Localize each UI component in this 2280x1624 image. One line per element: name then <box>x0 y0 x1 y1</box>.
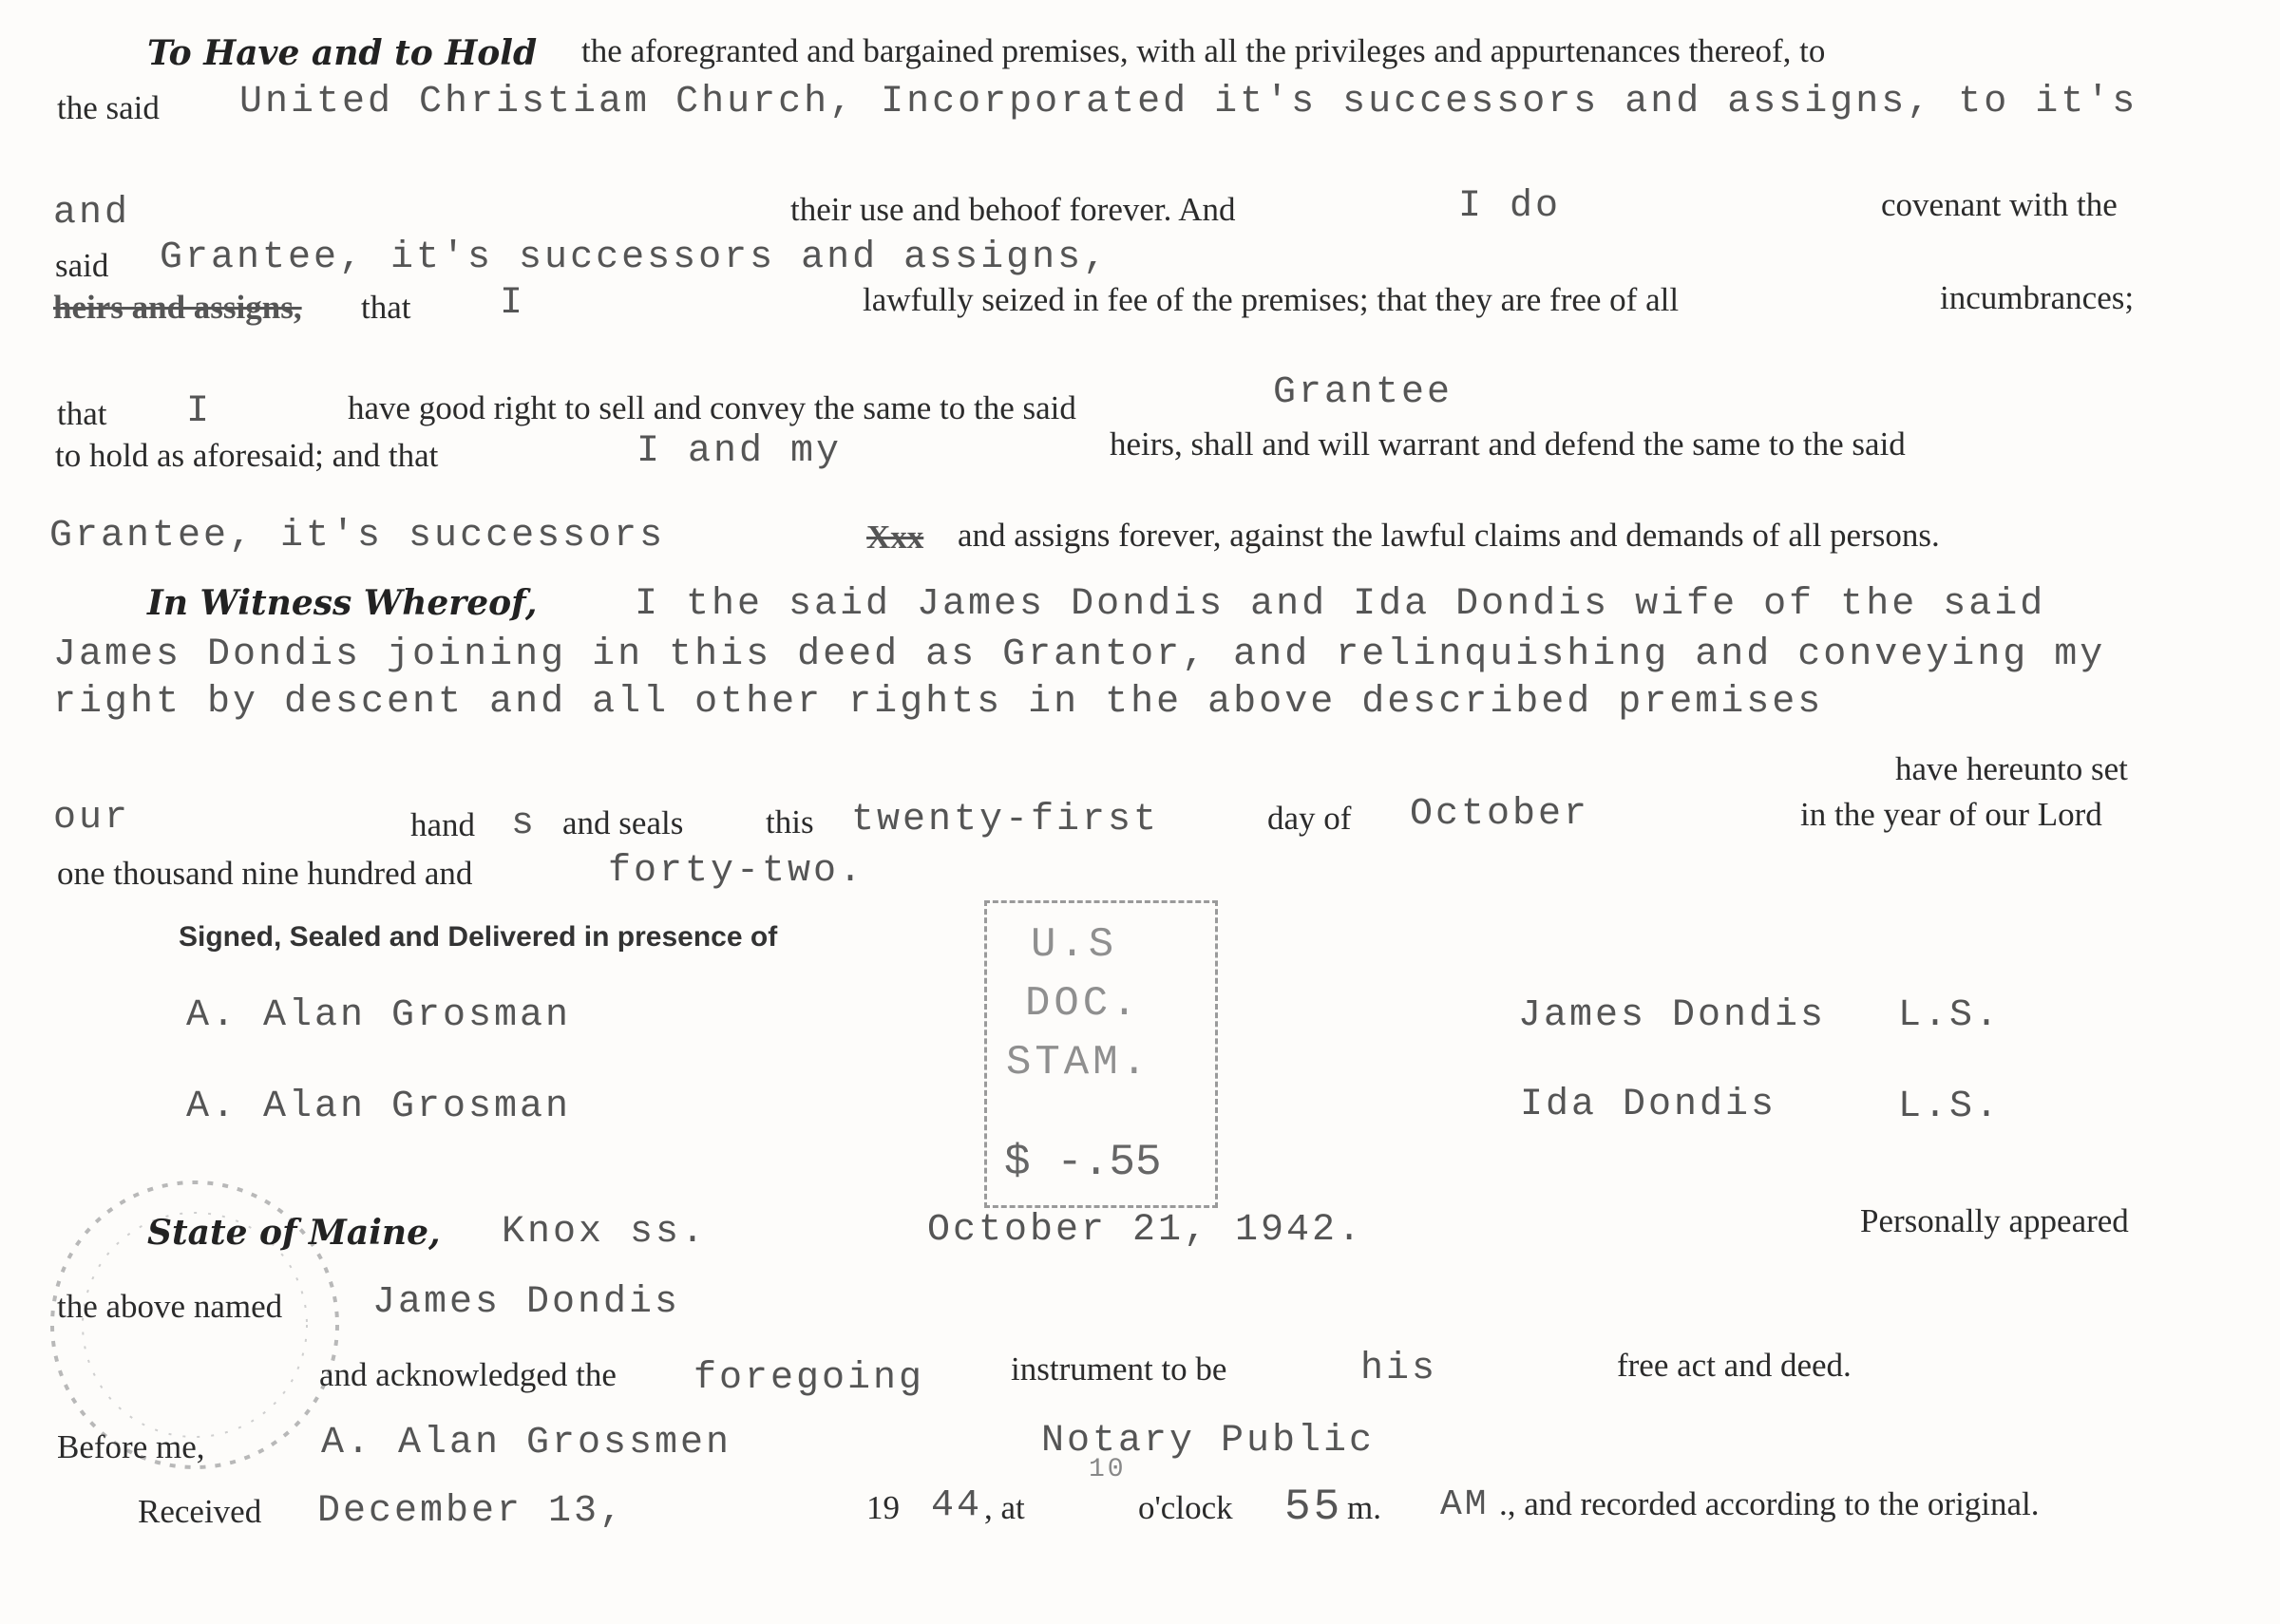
grantee-successors-typed: Grantee, it's successors and assigns, <box>160 236 1110 279</box>
presence-label: Signed, Sealed and Delivered in presence of <box>179 921 778 953</box>
witness-heading: In Witness Whereof, <box>147 583 538 623</box>
habendum-heading: To Have and to Hold <box>147 33 538 73</box>
i-do-typed: I do <box>1458 185 1562 228</box>
county-typed: Knox ss. <box>502 1211 708 1254</box>
named-typed: James Dondis <box>372 1281 681 1324</box>
acknowledged-text: and acknowledged the <box>319 1356 617 1393</box>
received-date-typed: December 13, <box>317 1490 626 1533</box>
witness-line2-typed: James Dondis joining in this deed as Grantor, and relinquishing and conveying my <box>53 633 2106 676</box>
hold-aforesaid-text: to hold as aforesaid; and that <box>55 437 439 474</box>
received-label: Received <box>138 1493 262 1530</box>
above-named-text: the above named <box>57 1288 283 1325</box>
state-of-maine-label: State of Maine, <box>147 1213 441 1253</box>
hereunto-set-text: have hereunto set <box>1895 750 2128 787</box>
his-typed: his <box>1360 1348 1438 1390</box>
oclock-label: o'clock <box>1138 1489 1233 1526</box>
witness-signature-2: A. Alan Grosman <box>186 1086 572 1128</box>
i-typed-2: I <box>186 390 213 433</box>
year-printed-text: one thousand nine hundred and <box>57 855 473 892</box>
year-19-label: 19 <box>866 1489 900 1526</box>
habendum-line1: the aforegranted and bargained premises, with all the privileges and appurtenances thereof, to <box>581 32 1826 69</box>
year-of-lord-text: in the year of our Lord <box>1800 796 2102 833</box>
day-typed: twenty-first <box>851 799 1160 841</box>
witness-signature-1: A. Alan Grosman <box>186 994 572 1037</box>
free-act-text: free act and deed. <box>1617 1347 1852 1384</box>
hands-s-typed: s <box>511 803 538 845</box>
said-label: said <box>55 247 109 284</box>
stamp-line-3: STAM. <box>1006 1039 1151 1086</box>
notary-name-typed: A. Alan Grossmen <box>321 1422 732 1464</box>
struck-xxx: Xxx <box>866 519 924 556</box>
signer-1-name: James Dondis <box>1518 994 1827 1037</box>
hand-label: hand <box>410 806 476 843</box>
warrant-defend-text: heirs, shall and will warrant and defend the same to the said <box>1110 425 1906 463</box>
signer-2-ls: L.S. <box>1898 1086 2002 1128</box>
grantee-typed: Grantee <box>1273 371 1454 414</box>
hour-typed: 10 <box>1089 1455 1127 1484</box>
signer-2-name: Ida Dondis <box>1520 1084 1777 1126</box>
i-typed: I <box>500 282 526 325</box>
struck-heirs-assigns: heirs and assigns, <box>53 289 302 326</box>
this-label: this <box>766 803 814 840</box>
and-typed: and <box>53 192 131 235</box>
signer-1-ls: L.S. <box>1898 994 2002 1037</box>
incumbrances-text: incumbrances; <box>1940 279 2135 316</box>
foregoing-typed: foregoing <box>694 1357 925 1400</box>
assigns-forever-text: and assigns forever, against the lawful claims and demands of all persons. <box>958 517 1940 554</box>
notary-title-typed: Notary Public <box>1041 1420 1376 1463</box>
seized-text: lawfully seized in fee of the premises; that they are free of all <box>863 281 1680 318</box>
witness-line3-typed: right by descent and all other rights in the above described premises <box>53 681 1824 724</box>
personally-appeared-text: Personally appeared <box>1860 1202 2129 1239</box>
m-label: m. <box>1347 1489 1381 1526</box>
habendum-said-label: the said <box>57 89 160 126</box>
witness-line1-typed: I the said James Dondis and Ida Dondis wife of the said <box>635 583 2046 626</box>
stamp-line-1: U.S <box>1031 921 1118 969</box>
ack-date-typed: October 21, 1942. <box>927 1209 1364 1252</box>
year-typed: forty-two. <box>608 850 865 893</box>
grantee-successors-typed-2: Grantee, it's successors <box>49 515 666 557</box>
use-behoof-text: their use and behoof forever. And <box>790 191 1236 228</box>
stamp-line-2: DOC. <box>1025 980 1141 1028</box>
day-of-label: day of <box>1267 800 1352 837</box>
am-typed: AM <box>1440 1484 1490 1525</box>
before-me-text: Before me, <box>57 1428 205 1465</box>
recorded-text: ., and recorded according to the original. <box>1499 1485 2040 1522</box>
stamp-amount: $ -.55 <box>1004 1138 1162 1187</box>
that-label: that <box>361 289 411 326</box>
good-right-text: have good right to sell and convey the same to the said <box>348 389 1076 426</box>
our-typed: our <box>53 797 131 840</box>
that-label-2: that <box>57 395 107 432</box>
month-typed: October <box>1410 793 1590 836</box>
covenant-text: covenant with the <box>1881 186 2118 223</box>
at-label: , at <box>984 1489 1025 1526</box>
year-44-typed: 44 <box>931 1484 983 1527</box>
and-seals-label: and seals <box>562 804 684 841</box>
instrument-text: instrument to be <box>1011 1350 1227 1388</box>
minutes-typed: 55 <box>1284 1482 1343 1532</box>
documentary-stamp <box>984 900 1218 1208</box>
i-and-my-typed: I and my <box>636 430 843 473</box>
grantee-name-typed: United Christiam Church, Incorporated it's successors and assigns, to it's <box>239 81 2138 123</box>
